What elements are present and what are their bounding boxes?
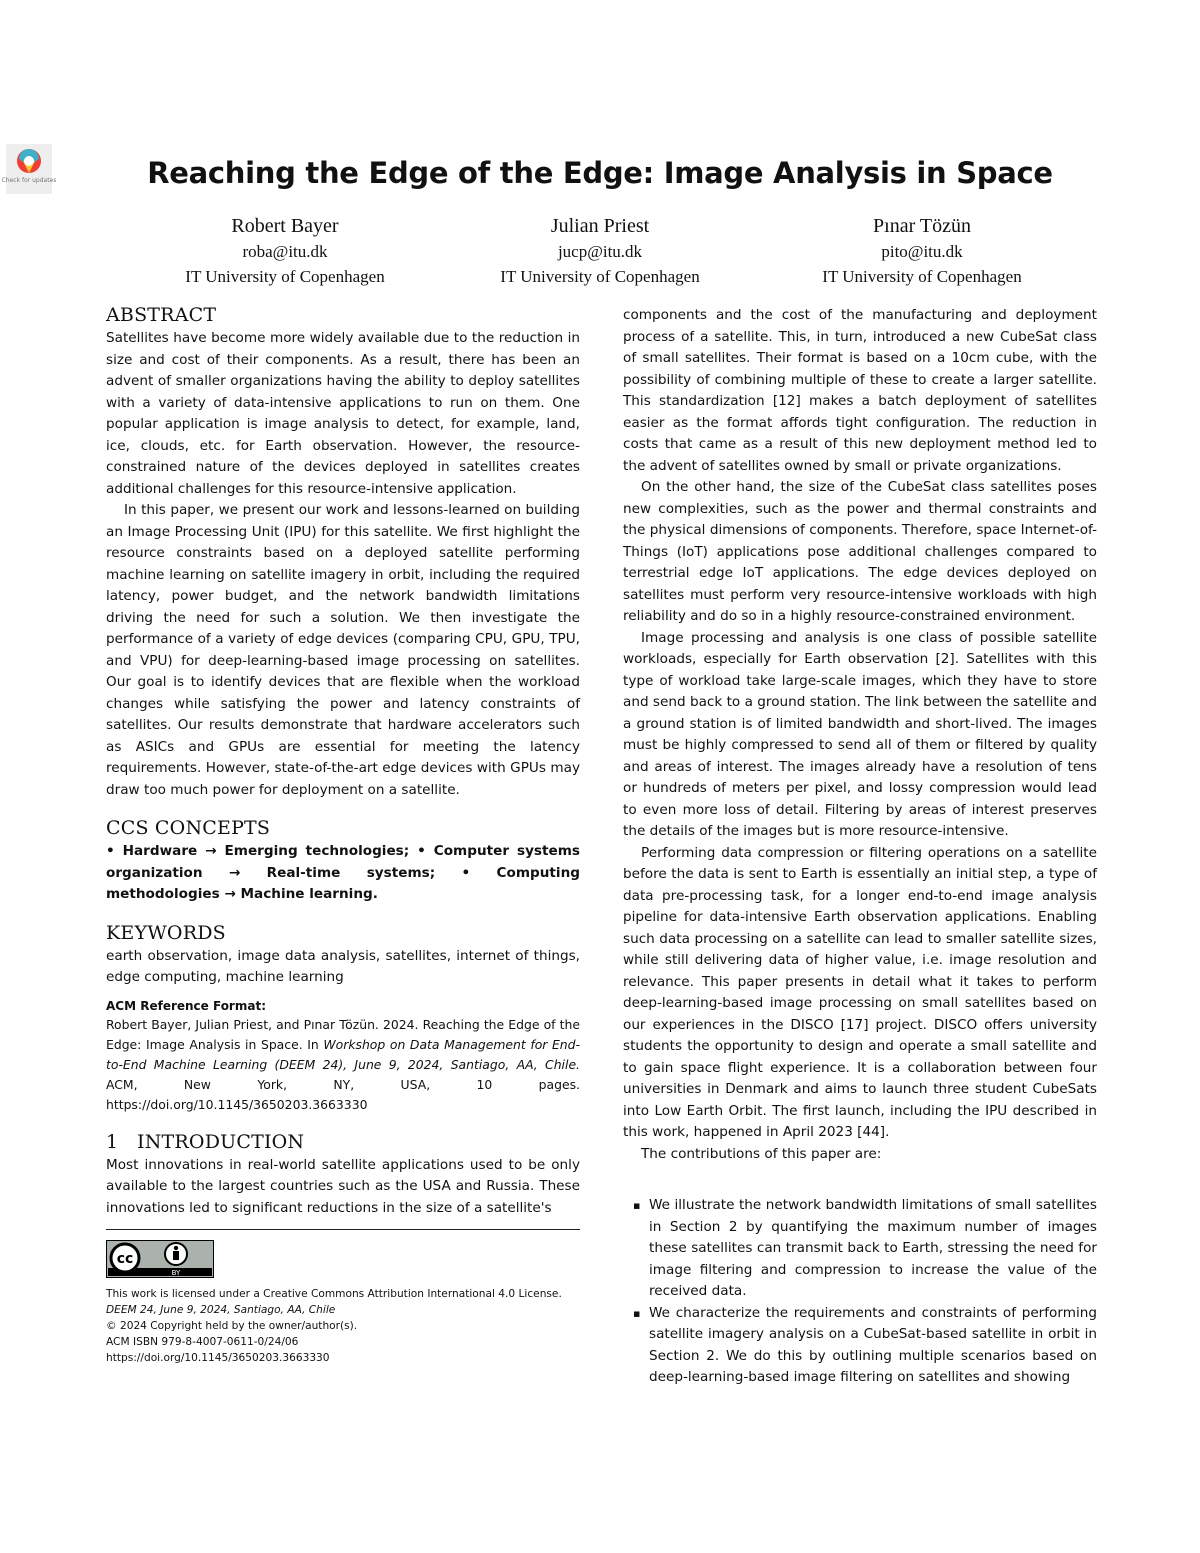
body-paragraph: On the other hand, the size of the CubeSat class satellites poses new complexities, such as the power and thermal constraints and the physical dimensions of components. Therefore, space Internet-of-Things (IoT) applications pose additional challenges compared to terrestrial edge IoT applications. The edge devices deployed on satellites must perform very resource-intensive workloads with high reliability and do so in a highly resource-constrained environment. [623,479,1097,624]
keywords-text: earth observation, image data analysis, satellites, internet of things, edge computing, machine learning [106,947,580,985]
keywords-heading: KEYWORDS [106,921,226,944]
copyright: © 2024 Copyright held by the owner/author(s). [106,1319,358,1332]
author-affiliation: IT University of Copenhagen [500,267,700,286]
reference-format-heading: ACM Reference Format: [106,998,266,1013]
author-affiliation: IT University of Copenhagen [185,267,385,286]
author-name: Julian Priest [550,215,650,237]
doi-link[interactable]: https://doi.org/10.1145/3650203.3663330 [106,1351,330,1364]
reference-format [106,1015,580,1115]
body-paragraph: Performing data compression or filtering operations on a satellite before the data is sent to Earth is essentially an initial step, a type of data pre-processing task, for a longer end-to-end image analysis pipeline for data-intensive Earth observation applications. Enabling such data processing on a satellite can lead to smaller satellite sizes, while still delivering data of higher value, i.e. image resolution and relevance. This paper presents in detail what it takes to perform deep-learning-based image processing on small satellites based on our experiences in the DISCO [17] project. DISCO offers university students the opportunity to design and operate a small satellite and to gain space flight experience. It is a collaboration between four universities in Denmark and aims to launch three student CubeSats into Low Earth Orbit. The first launch, including the IPU described in this work, happened in April 2023 [44]. [623,844,1097,1140]
badge-label: Check for updates [1,177,57,184]
cc-by-license-icon[interactable] [106,1240,214,1278]
introduction-heading: 1 INTRODUCTION [106,1130,305,1153]
abstract-paragraph: Satellites have become more widely available due to the reduction in size and cost of their components. As a result, there has been an advent of smaller organizations having the ability to deploy satellites with a variety of data-intensive applications to run on them. One popular application is image analysis to detect, for example, land, ice, clouds, etc. for Earth observation. However, the resource-constrained nature of the devices deployed in satellites creates additional challenges for this resource-intensive application. [106,330,580,497]
isbn: ACM ISBN 979-8-4007-0611-0/24/06 [106,1335,299,1348]
introduction-paragraph: Most innovations in real-world satellite applications used to be only available to the largest countries such as the USA and Russia. These innovations led to significant reductions in the size of a satellite's [106,1156,580,1216]
reference-venue: Workshop on Data Management for End-to-End Machine Learning (DEEM 24), June 9, 2024, Santiago, AA, Chile. [106,1036,580,1072]
license-text: This work is licensed under a Creative Commons Attribution International 4.0 License. [106,1287,562,1300]
author-email[interactable]: roba@itu.dk [242,242,328,261]
list-item: ▪ We illustrate the network bandwidth limitations of small satellites in Section 2 by quantifying the maximum number of images these satellites can transmit back to Earth, stressing the need for image filtering and compression to increase the value of the received data. [623,1195,1097,1303]
author-3 [752,214,1092,289]
reference-authors: Robert Bayer, Julian Priest, and Pınar Tözün. 2024. Reaching the Edge of the Edge: Image Analysis in Space. In [106,1016,580,1052]
author-name: Pınar Tözün [873,215,971,237]
author-name: Robert Bayer [231,215,339,237]
right-column [623,305,1097,1389]
by-label: BY [171,1269,181,1277]
footnote-divider [106,1229,580,1230]
reference-publisher[interactable]: ACM, New York, NY, USA, 10 pages. https://doi.org/10.1145/3650203.3663330 [106,1076,580,1112]
body-paragraph: Image processing and analysis is one class of possible satellite workloads, especially for Earth observation [2]. Satellites with this type of workload take large-scale images, which they have to store and send back to a ground station. The link between the satellite and a ground station is of limited bandwidth and short-lived. The images must be highly compressed to send all of them or filtered by quality and areas of interest. The images already have a resolution of tens or hundreds of meters per pixel, and lossy compression would lead to even more loss of detail. Filtering by areas of interest preserves the details of the images but is more resource-intensive. [623,629,1097,839]
author-2 [430,214,770,289]
paper-title: Reaching the Edge of the Edge: Image Analysis in Space [147,156,1053,190]
abstract-heading: ABSTRACT [106,304,217,326]
contributions-list [623,1195,1097,1389]
author-1 [115,214,455,289]
license-venue: DEEM 24, June 9, 2024, Santiago, AA, Chile [106,1303,336,1316]
body-paragraph: The contributions of this paper are: [641,1145,882,1162]
abstract-paragraph: In this paper, we present our work and lessons-learned on building an Image Processing Unit (IPU) for this satellite. We first highlight the resource constraints based on a deployed satellite performing machine learning on satellite imagery in orbit, including the required latency, power budget, and the network bandwidth limitations driving the need for such a solution. We then investigate the performance of a variety of edge devices (comparing CPU, GPU, TPU, and VPU) for deep-learning-based image processing on satellites. Our goal is to identify devices that are flexible when the workload changes while satisfying the power and latency constraints of satellites. Our results demonstrate that hardware accelerators such as ASICs and GPUs are essential for meeting the latency requirements. However, state-of-the-art edge devices with GPUs may draw too much power for deployment on a satellite. [106,502,580,798]
author-affiliation: IT University of Copenhagen [822,267,1022,286]
ccs-heading: CCS CONCEPTS [106,817,271,839]
left-column [106,302,580,1366]
author-email[interactable]: pito@itu.dk [881,242,963,261]
list-item: ▪ We characterize the requirements and constraints of performing satellite imagery analysis on a CubeSat-based satellite in orbit in Section 2. We do this by outlining multiple scenarios based on deep-learning-based image filtering on satellites and showing [623,1303,1097,1389]
cc-label: cc [116,1251,134,1267]
author-email[interactable]: jucp@itu.dk [557,242,643,261]
body-paragraph: components and the cost of the manufacturing and deployment process of a satellite. This, in turn, introduced a new CubeSat class of small satellites. Their format is based on a 10cm cube, with the possibility of combining multiple of these to create a larger satellite. This standardization [12] makes a batch deployment of satellites easier as the format affords tight configuration. The reduction in costs that came as a result of this new deployment method led to the advent of satellites owned by small or private organizations. [623,307,1097,474]
ccs-concepts: • Hardware → Emerging technologies; • Computer systems organization → Real-time systems; • Computing methodologies → Machine learning. [106,843,580,902]
